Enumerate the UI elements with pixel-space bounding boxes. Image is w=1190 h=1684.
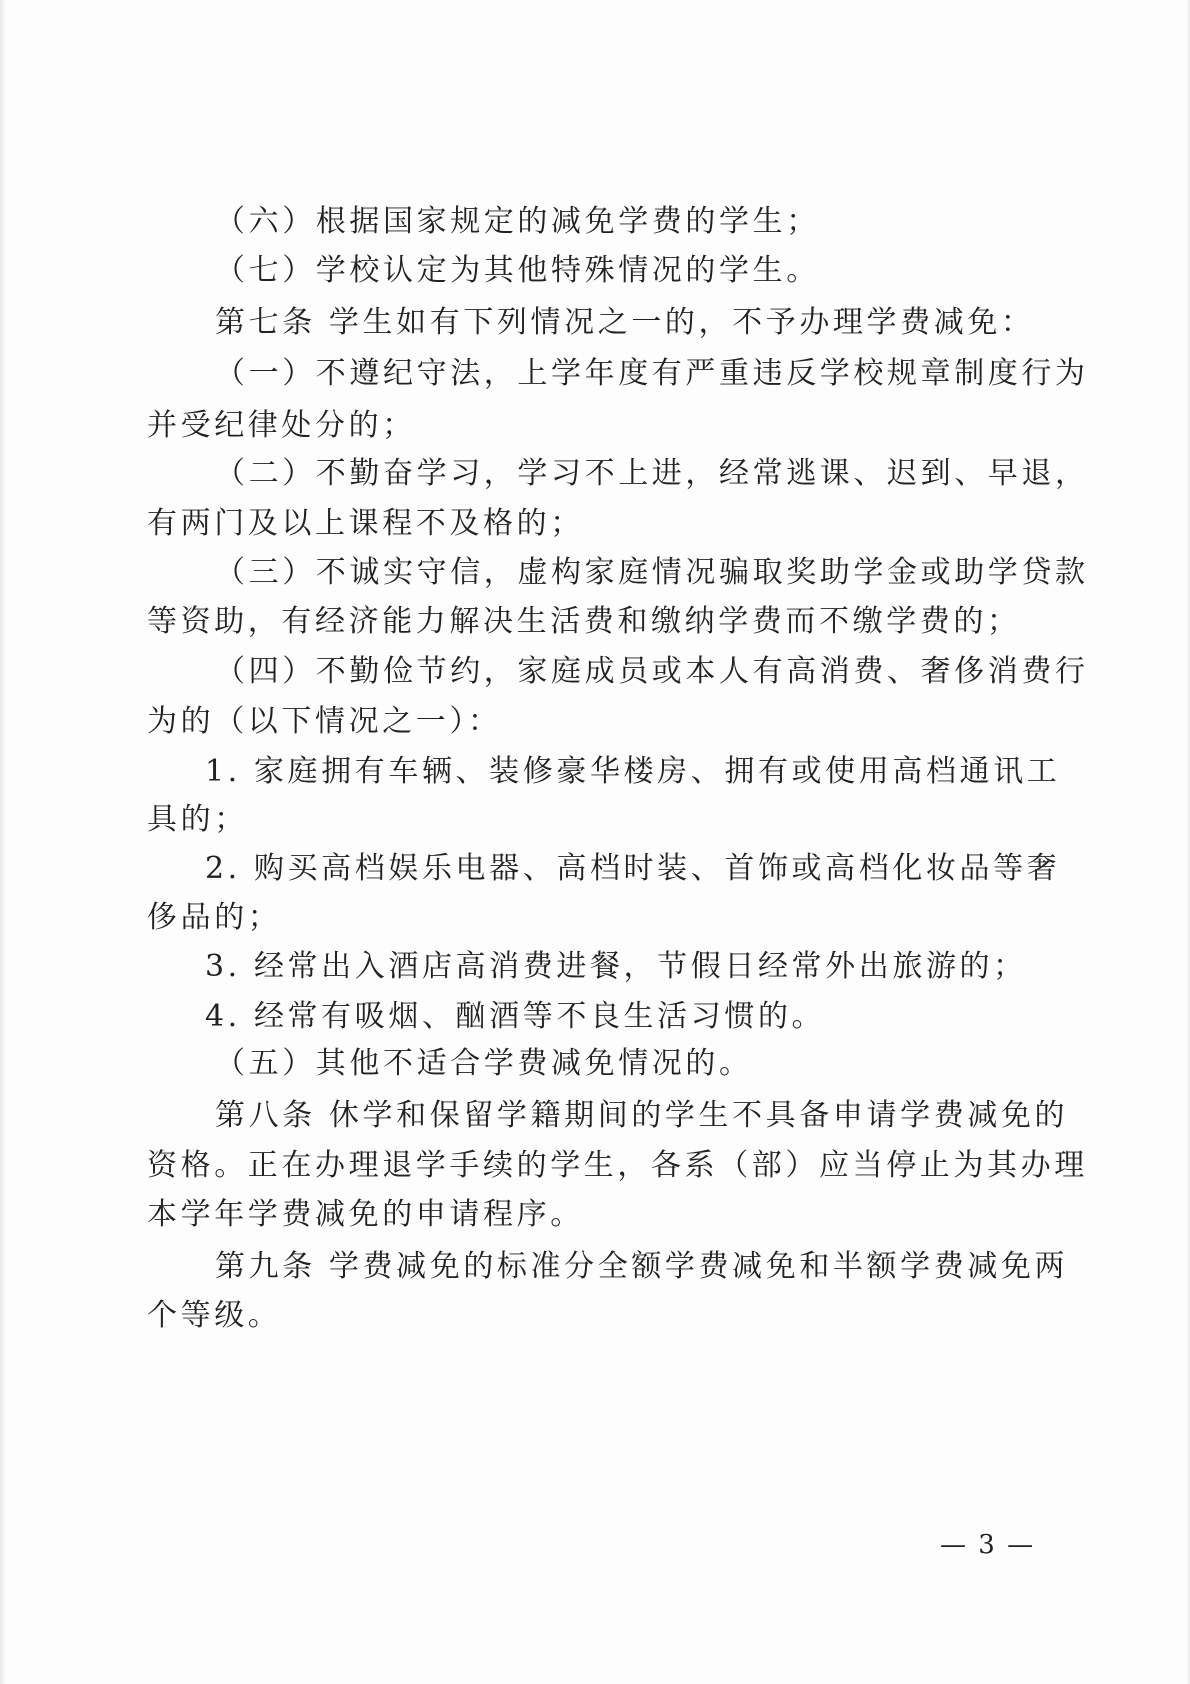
text-line: 并受纪律处分的；	[147, 408, 416, 443]
text-line: 2. 购买高档娱乐电器、高档时装、首饰或高档化妆品等奢	[205, 851, 1061, 886]
text-line: （七）学校认定为其他特殊情况的学生。	[215, 253, 820, 288]
article-9-heading: 第九条 学费减免的标准分全额学费减免和半额学费减免两	[215, 1249, 1069, 1284]
text-line: 4. 经常有吸烟、酗酒等不良生活习惯的。	[205, 999, 826, 1034]
article-8-heading: 第八条 休学和保留学籍期间的学生不具备申请学费减免的	[215, 1098, 1069, 1133]
text-line: （四）不勤俭节约，家庭成员或本人有高消费、奢侈消费行	[215, 654, 1089, 689]
text-line: 资格。正在办理退学手续的学生，各系（部）应当停止为其办理	[147, 1148, 1088, 1183]
text-line: 3. 经常出入酒店高消费进餐，节假日经常外出旅游的；	[205, 949, 1027, 984]
text-line: 本学年学费减免的申请程序。	[147, 1197, 584, 1232]
article-7-heading: 第七条 学生如有下列情况之一的，不予办理学费减免：	[215, 305, 1035, 340]
text-line: （二）不勤奋学习，学习不上进，经常逃课、迟到、早退，	[215, 456, 1089, 491]
text-line: （一）不遵纪守法，上学年度有严重违反学校规章制度行为	[215, 356, 1089, 391]
text-line: 1. 家庭拥有车辆、装修豪华楼房、拥有或使用高档通讯工	[205, 754, 1061, 789]
text-line: 有两门及以上课程不及格的；	[147, 506, 584, 541]
page-number: — 3 —	[940, 1530, 1036, 1560]
text-line: （六）根据国家规定的减免学费的学生；	[215, 204, 820, 239]
text-line: 侈品的；	[147, 900, 282, 935]
text-line: 具的；	[147, 802, 248, 837]
text-line: 为的（以下情况之一）：	[147, 704, 502, 739]
text-line: （三）不诚实守信，虚构家庭情况骗取奖助学金或助学贷款	[215, 555, 1089, 590]
text-line: 等资助，有经济能力解决生活费和缴纳学费而不缴学费的；	[147, 604, 1021, 639]
scan-edge-left	[0, 0, 6, 1684]
text-line: 个等级。	[147, 1298, 282, 1333]
text-line: （五）其他不适合学费减免情况的。	[215, 1046, 753, 1081]
scan-edge-right	[1186, 0, 1190, 1684]
